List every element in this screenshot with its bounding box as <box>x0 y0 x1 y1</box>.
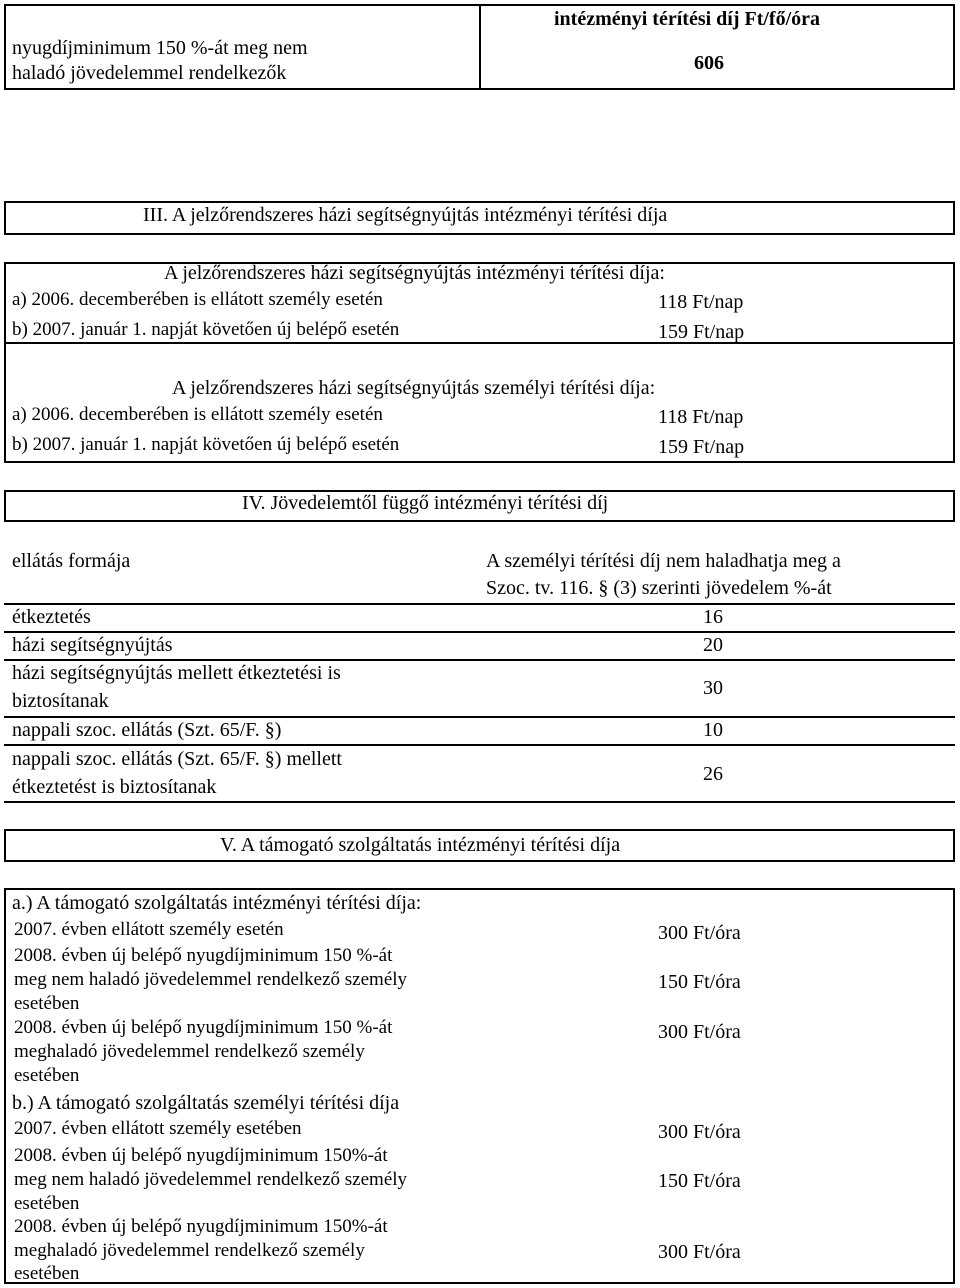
rule <box>4 4 6 90</box>
row-hazi-label: házi segítségnyújtás <box>12 634 173 656</box>
rule <box>953 4 955 90</box>
b-row2-value: 150 Ft/óra <box>658 1170 741 1192</box>
rule <box>4 716 955 718</box>
row-hazi-etk-label2: biztosítanak <box>12 690 109 712</box>
col-header-limit-line2: Szoc. tv. 116. § (3) szerinti jövedelem %-át <box>486 577 832 599</box>
rule <box>953 829 955 862</box>
b-heading: b.) A támogató szolgáltatás személyi térítési díja <box>12 1092 400 1114</box>
rule <box>4 801 955 803</box>
a-row3-line3: esetében <box>14 1065 80 1086</box>
rule <box>4 342 955 344</box>
col-header-ellatas: ellátás formája <box>12 550 131 572</box>
pers-row-b-label: b) 2007. január 1. napját követően új belépő esetén <box>12 434 400 455</box>
row-hazi-etk-value: 30 <box>703 677 723 699</box>
pers-row-a-value: 118 Ft/nap <box>658 406 744 428</box>
a-row3-line2: meghaladó jövedelemmel rendelkező személy <box>14 1041 365 1062</box>
b-row2-line3: esetében <box>14 1193 80 1214</box>
rule <box>4 603 955 605</box>
a-row3-value: 300 Ft/óra <box>658 1021 741 1043</box>
inst-heading: A jelzőrendszeres házi segítségnyújtás intézményi térítési díja: <box>164 262 665 284</box>
rule <box>953 262 955 344</box>
row-nappali-etk-value: 26 <box>703 763 723 785</box>
pers-row-b-value: 159 Ft/nap <box>658 436 745 458</box>
rule <box>4 659 955 661</box>
b-row3-line1: 2008. évben új belépő nyugdíjminimum 150%-át <box>14 1216 388 1237</box>
rule <box>953 201 955 235</box>
rule <box>4 520 955 522</box>
rule <box>4 201 955 203</box>
inst-row-b-value: 159 Ft/nap <box>658 321 745 343</box>
rule <box>953 490 955 522</box>
section-5-title: V. A támogató szolgáltatás intézményi térítési díja <box>220 834 621 856</box>
row-hazi-etk-label1: házi segítségnyújtás mellett étkeztetési is <box>12 662 341 684</box>
rule <box>479 4 481 90</box>
rule <box>4 888 6 1284</box>
rule <box>4 342 6 463</box>
rule <box>4 262 6 344</box>
a-row2-value: 150 Ft/óra <box>658 971 741 993</box>
rule <box>4 829 955 831</box>
a-row2-line1: 2008. évben új belépő nyugdíjminimum 150 %-át <box>14 945 393 966</box>
b-row1-value: 300 Ft/óra <box>658 1121 741 1143</box>
rule <box>4 888 955 890</box>
rule <box>4 461 955 463</box>
b-row2-line2: meg nem haladó jövedelemmel rendelkező személy <box>14 1169 408 1190</box>
rule <box>4 860 955 862</box>
top-header: intézményi térítési díj Ft/fő/óra <box>554 8 821 30</box>
top-left-line1: nyugdíjminimum 150 %-át meg nem <box>12 37 308 59</box>
pers-row-a-label: a) 2006. decemberében is ellátott személy esetén <box>12 404 383 425</box>
rule <box>953 888 955 1284</box>
b-row3-line2: meghaladó jövedelemmel rendelkező személy <box>14 1240 365 1261</box>
b-row3-value: 300 Ft/óra <box>658 1241 741 1263</box>
rule <box>953 342 955 463</box>
row-nappali-value: 10 <box>703 719 723 741</box>
row-nappali-label: nappali szoc. ellátás (Szt. 65/F. §) <box>12 719 282 741</box>
b-row2-line1: 2008. évben új belépő nyugdíjminimum 150%-át <box>14 1145 388 1166</box>
top-left-line2: haladó jövedelemmel rendelkezők <box>12 62 287 84</box>
a-row1-line1: 2007. évben ellátott személy esetén <box>14 919 284 940</box>
rule <box>4 631 955 633</box>
a-row2-line3: esetében <box>14 993 80 1014</box>
rule <box>4 201 6 235</box>
col-header-limit-line1: A személyi térítési díj nem haladhatja meg a <box>486 550 841 572</box>
rule <box>4 490 6 522</box>
rule <box>4 1282 955 1284</box>
inst-row-a-value: 118 Ft/nap <box>658 291 744 313</box>
b-row1-line1: 2007. évben ellátott személy esetében <box>14 1118 302 1139</box>
row-etkeztetes-label: étkeztetés <box>12 606 91 628</box>
section-4-title: IV. Jövedelemtől függő intézményi térítési díj <box>242 492 609 514</box>
row-hazi-value: 20 <box>703 634 723 656</box>
b-row3-line3: esetében <box>14 1263 80 1284</box>
row-nappali-etk-label1: nappali szoc. ellátás (Szt. 65/F. §) mellett <box>12 748 342 770</box>
pers-heading: A jelzőrendszeres házi segítségnyújtás személyi térítési díja: <box>172 377 656 399</box>
row-nappali-etk-label2: étkeztetést is biztosítanak <box>12 776 217 798</box>
top-value: 606 <box>694 52 724 74</box>
a-row3-line1: 2008. évben új belépő nyugdíjminimum 150 %-át <box>14 1017 393 1038</box>
section-3-title: III. A jelzőrendszeres házi segítségnyújtás intézményi térítési díja <box>143 204 668 226</box>
rule <box>4 829 6 862</box>
inst-row-b-label: b) 2007. január 1. napját követően új belépő esetén <box>12 319 400 340</box>
rule <box>4 233 955 235</box>
a-row1-value: 300 Ft/óra <box>658 922 741 944</box>
a-row2-line2: meg nem haladó jövedelemmel rendelkező személy <box>14 969 408 990</box>
a-heading: a.) A támogató szolgáltatás intézményi térítési díja: <box>12 892 422 914</box>
row-etkeztetes-value: 16 <box>703 606 723 628</box>
inst-row-a-label: a) 2006. decemberében is ellátott személy esetén <box>12 289 383 310</box>
rule <box>4 744 955 746</box>
